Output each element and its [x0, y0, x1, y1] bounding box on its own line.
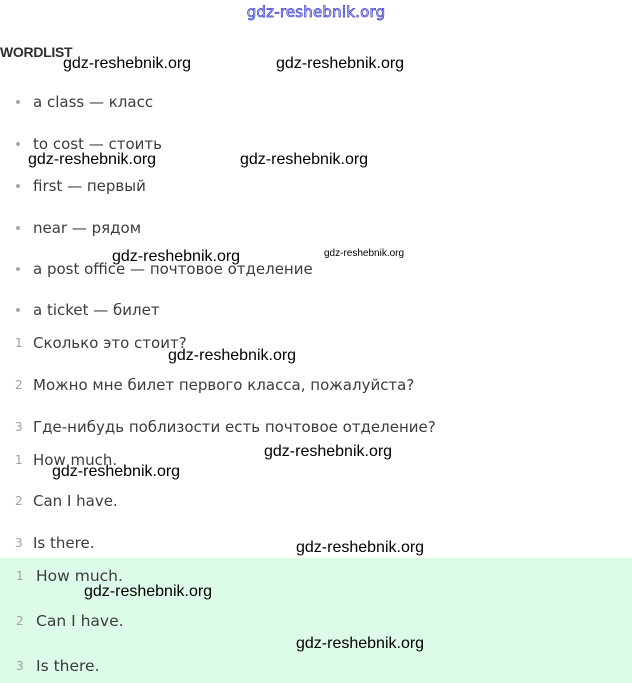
wordlist-item-text: to cost — стоить: [33, 135, 162, 153]
prompt-text: Is there.: [33, 534, 95, 552]
bullet-icon: [16, 267, 20, 271]
bullet-icon: [16, 142, 20, 146]
watermark: gdz-reshebnik.org: [52, 463, 181, 480]
question-text: Можно мне билет первого класса, пожалуйста?: [33, 376, 415, 394]
watermark: gdz-reshebnik.org: [112, 248, 241, 265]
watermark: gdz-reshebnik.org: [168, 347, 297, 364]
wordlist-item-text: near — рядом: [33, 219, 142, 237]
wordlist-item-text: a ticket — билет: [33, 301, 160, 319]
wordlist-item-text: first — первый: [33, 177, 146, 195]
question-number: 3: [15, 420, 23, 434]
answer-text: How much.: [36, 567, 123, 585]
watermark: gdz-reshebnik.org: [296, 539, 425, 556]
watermark: gdz-reshebnik.org: [324, 248, 405, 259]
watermark: gdz-reshebnik.org: [240, 151, 369, 168]
question-number: 2: [15, 378, 23, 392]
question-text: Где-нибудь поблизости есть почтовое отделение?: [33, 418, 436, 436]
answer-number: 1: [16, 569, 24, 583]
watermark: gdz-reshebnik.org: [264, 443, 393, 460]
answer-text: Is there.: [36, 657, 100, 675]
question-text: Сколько это стоит?: [33, 334, 187, 352]
wordlist-title: WORDLIST: [0, 44, 73, 60]
wordlist-item-text: a post office — почтовое отделение: [33, 260, 313, 278]
wordlist-item-text: a class — класс: [33, 93, 154, 111]
bullet-icon: [16, 308, 20, 312]
question-number: 1: [15, 336, 23, 350]
watermark: gdz-reshebnik.org: [63, 55, 192, 72]
prompt-number: 3: [15, 536, 23, 550]
answer-text: Can I have.: [36, 612, 124, 630]
watermark: gdz-reshebnik.org: [276, 55, 405, 72]
watermark: gdz-reshebnik.org: [84, 583, 213, 600]
watermark: gdz-reshebnik.org: [296, 635, 425, 652]
bullet-icon: [16, 184, 20, 188]
prompt-number: 2: [15, 494, 23, 508]
prompt-text: How much.: [33, 451, 118, 469]
watermark: gdz-reshebnik.org: [28, 151, 157, 168]
answer-number: 2: [16, 614, 24, 628]
answer-number: 3: [16, 659, 24, 673]
prompt-text: Can I have.: [33, 492, 118, 510]
bullet-icon: [16, 100, 20, 104]
bullet-icon: [16, 226, 20, 230]
prompt-number: 1: [15, 453, 23, 467]
site-header: gdz-reshebnik.org: [246, 3, 386, 21]
answer-box: [0, 558, 632, 683]
